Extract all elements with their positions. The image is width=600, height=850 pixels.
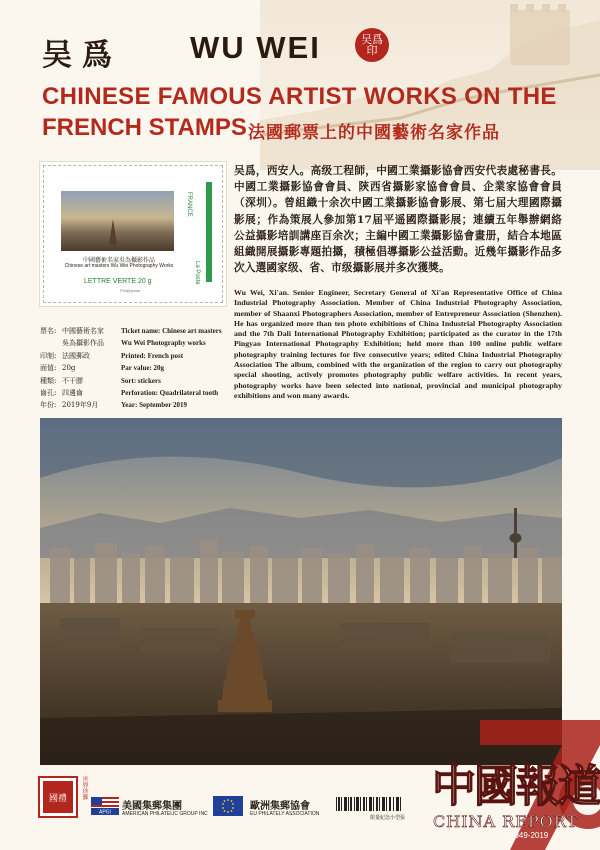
info-key: 齒孔: — [40, 389, 57, 398]
info-english: Wu Wei Photography works — [121, 339, 206, 348]
info-key: 年份: — [40, 401, 57, 410]
barcode-icon — [336, 797, 402, 811]
eu-name-cn: 歐洲集郵協會 — [250, 801, 310, 812]
info-english: Sort: stickers — [121, 376, 161, 385]
eu-flag-icon — [213, 796, 243, 816]
info-value: 四邊齒 — [62, 389, 83, 398]
stamp-caption-en: Chinese art masters Wu Wei Photography Works — [64, 263, 174, 269]
watermark-en: CHINA REPORT — [433, 812, 579, 831]
info-key — [40, 337, 62, 349]
info-key: 票名: — [40, 327, 57, 335]
limited-edition-note: 限量紀念小型張 — [370, 815, 406, 821]
info-english: Printed: French post — [121, 351, 184, 360]
world-rare-stamp-label: 世界珍郵 — [81, 776, 88, 800]
artist-seal: 吴爲 印 — [355, 28, 389, 62]
stamp-caption-cn: 中國藝術名家吳為攝影作品 — [82, 257, 155, 264]
apa-flag-icon — [91, 797, 119, 815]
info-row — [40, 375, 230, 387]
eu-name-en: EU PHILATELY ASSOCIATION — [250, 811, 320, 817]
info-english: Perforation: Quadrilateral tooth — [121, 389, 219, 398]
info-english: Year: September 2019 — [121, 401, 187, 410]
stamp-photo — [61, 191, 174, 251]
info-value: 20g — [62, 364, 76, 373]
info-value: 中國藝術名家 — [62, 327, 104, 335]
info-row — [40, 350, 230, 362]
national-gift-seal — [38, 776, 78, 818]
stamp-value: LETTRE VERTE 20 g — [84, 278, 152, 285]
national-gift-seal-text: 國禮 — [43, 781, 73, 813]
watermark-years: 1949-2019 — [510, 831, 549, 840]
stamp-code: Phil@poste — [120, 288, 141, 293]
watermark-cn: 中國報道 — [432, 761, 600, 812]
stamp-post: La Poste — [194, 261, 200, 285]
title-en-line1: CHINESE FAMOUS ARTIST WORKS ON THE — [42, 83, 557, 110]
info-english: Par value: 20g — [121, 364, 165, 373]
biography-cn: 吴爲，西安人。高级工程師，中國工業攝影協會西安代表處秘書長。中國工業攝影協會會員、陝西省攝影家協會會員、企業家協會會員（深圳）。曾組織十余次中國工業攝影協會影展、第七届大理國際攝影展；作為策展人參加第17届平遥國際攝影展；連續五年舉辦網絡公益攝影培訓講座百余次；主編中國工業攝影協會畫册，結合本地區組織開展攝影專題拍攝，積極倡導攝影公益活動。近幾年攝影作品多次入選國家级、省、市级攝影展并多次獲獎。 — [234, 165, 562, 275]
info-row — [40, 387, 230, 399]
info-row — [40, 325, 230, 337]
stamp-country: FRANCE — [186, 192, 192, 217]
info-row — [40, 362, 230, 374]
info-key: 種類: — [40, 376, 57, 385]
info-key: 印制: — [40, 351, 57, 360]
apa-name-en: AMERICAN PHILATELIC GROUP INC — [122, 811, 208, 817]
info-key: 面值: — [40, 364, 57, 373]
info-value: 不干膠 — [62, 376, 83, 385]
stamp — [43, 165, 223, 303]
artist-name-cn: 吴爲 — [42, 38, 122, 73]
apa-name-cn: 美國集郵集團 — [122, 801, 182, 812]
info-value: 吳為攝影作品 — [62, 339, 104, 348]
info-row — [40, 337, 230, 349]
info-english: Ticket name: Chinese art masters — [121, 327, 222, 335]
info-row — [40, 399, 230, 411]
info-value: 法國郵政 — [62, 351, 90, 360]
stamp-info-table — [40, 325, 230, 412]
stamp-green-bar — [206, 182, 212, 282]
title-en-line2: FRENCH STAMPS — [42, 114, 247, 141]
biography-en: Wu Wei, Xi'an. Senior Engineer, Secretary General of Xi'an Representative Office of China Industrial Photography Association. Member of China Industrial Photography Association, member of Shaanxi Photographers Association, member of Entrepreneur Association (Shenzhen). He has organized more than ten photo exhibitions of China Industrial Photography Association and the 7th Dali International Photography Exhibition; participated as the curator in the 17th Pingyao International Photography Exhibition; held more than 100 online public welfare photography training lectures for five consecutive years; edited China Industrial Photography Association The album, combined with the organization of the region to carry out photography special shooting, actively promotes photography public welfare activities. In recent years, photography works have been selected into national, provincial and municipal photography exhibitions and won many awards. — [234, 288, 562, 400]
info-value: 2019年9月 — [62, 401, 99, 410]
apa-abbr: APGI — [99, 809, 111, 815]
title-cn: 法國郵票上的中國藝術名家作品 — [248, 123, 500, 143]
artist-name-en: WU WEI — [190, 30, 321, 65]
